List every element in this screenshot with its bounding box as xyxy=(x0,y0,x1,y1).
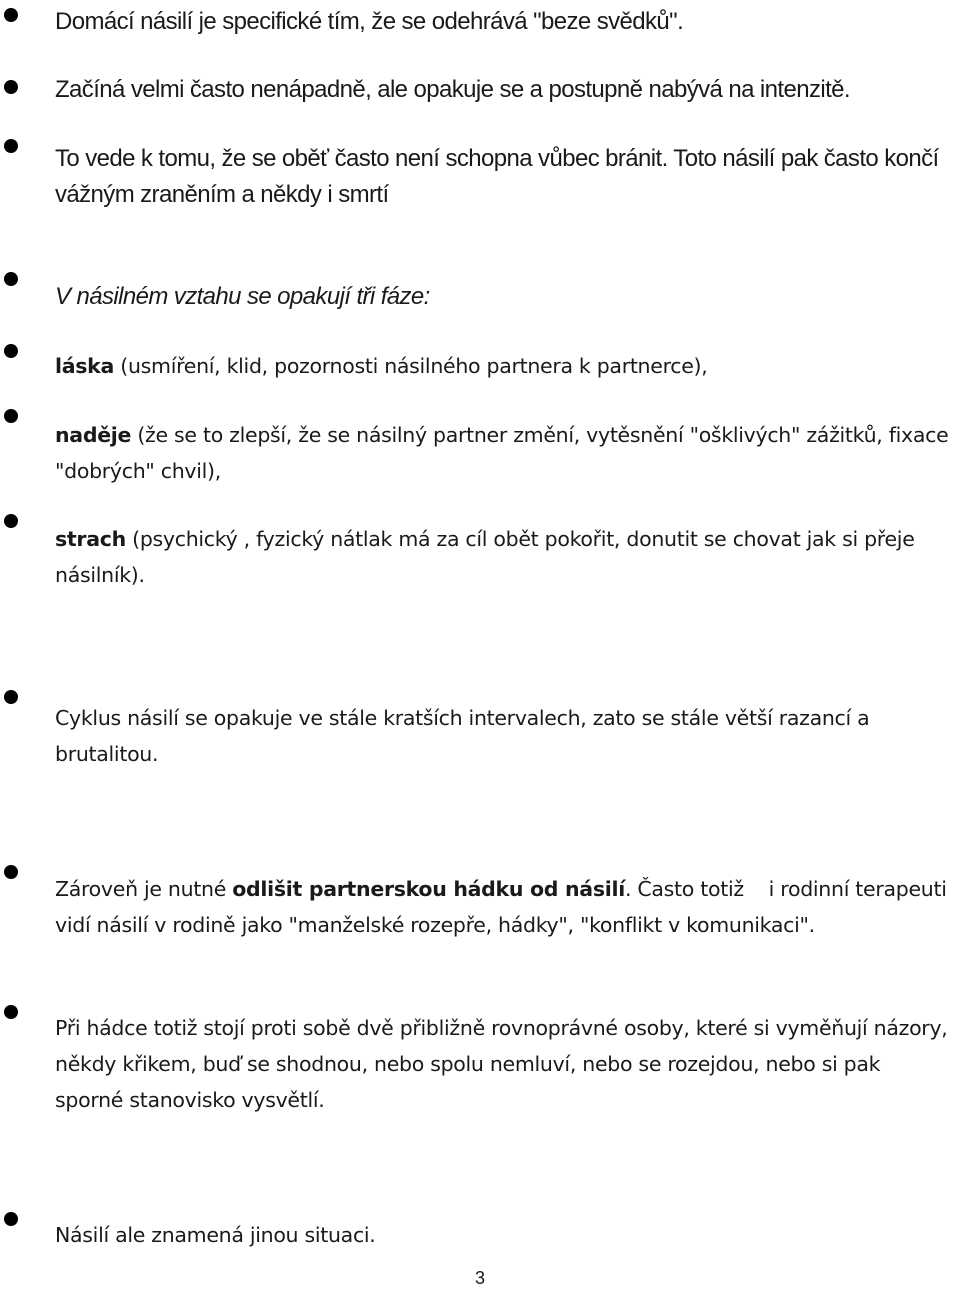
paragraph-distinguish xyxy=(55,871,952,943)
phase-love xyxy=(55,348,952,384)
bullet-icon xyxy=(4,80,18,94)
bullet-icon xyxy=(4,1212,18,1226)
phase-love-term: láska xyxy=(55,354,115,378)
bullet-icon xyxy=(4,865,18,879)
bullet-icon xyxy=(4,514,18,528)
phases-heading: V násilném vztahu se opakují tři fáze: xyxy=(55,283,430,310)
phase-fear xyxy=(55,521,952,593)
paragraph-1: Domácí násilí je specifické tím, že se odehrává "beze svědků". xyxy=(55,8,684,35)
phase-hope-term: naděje xyxy=(55,423,132,447)
phase-hope xyxy=(55,417,952,489)
bullet-icon xyxy=(4,272,18,286)
distinguish-emphasis: odlišit partnerskou hádku od násilí xyxy=(232,877,625,901)
distinguish-lead: Zároveň je nutné xyxy=(55,877,233,901)
paragraph-cycle: Cyklus násilí se opakuje ve stále kratších intervalech, zato se stále větší razancí a brutalitou. xyxy=(55,706,870,766)
paragraph-2: Začíná velmi často nenápadně, ale opakuje se a postupně nabývá na intenzitě. xyxy=(55,76,850,103)
bullet-icon xyxy=(4,8,18,22)
bullet-icon xyxy=(4,690,18,704)
bullet-icon xyxy=(4,1005,18,1019)
page-number: 3 xyxy=(474,1268,485,1288)
phase-fear-term: strach xyxy=(55,527,126,551)
bullet-icon xyxy=(4,139,18,153)
paragraph-3: To vede k tomu, že se oběť často není schopna vůbec bránit. Toto násilí pak často končí vážným zraněním a někdy i smrtí xyxy=(55,145,939,208)
distinguish-rest: . Často totiž i rodinní terapeuti vidí násilí v rodině jako "manželské rozepře, hádky", "konflikt v komunikaci". xyxy=(55,877,953,937)
bullet-icon xyxy=(4,344,18,358)
paragraph-argument: Při hádce totiž stojí proti sobě dvě přibližně rovnoprávné osoby, které si vyměňují názory, někdy křikem, buď se shodnou, nebo spolu nemluví, nebo se rozejdou, nebo si pak sporné stanovisko vysvětlí. xyxy=(55,1016,948,1112)
phase-hope-text: (že se to zlepší, že se násilný partner změní, vytěsnění "ošklivých" zážitků, fixace "dobrých" chvil), xyxy=(55,423,949,483)
phase-love-text: (usmíření, klid, pozornosti násilného partnera k partnerce), xyxy=(114,354,708,378)
paragraph-violence: Násilí ale znamená jinou situaci. xyxy=(55,1223,376,1247)
phase-fear-text: (psychický , fyzický nátlak má za cíl obět pokořit, donutit se chovat jak si přeje násilník). xyxy=(55,527,915,587)
bullet-icon xyxy=(4,409,18,423)
